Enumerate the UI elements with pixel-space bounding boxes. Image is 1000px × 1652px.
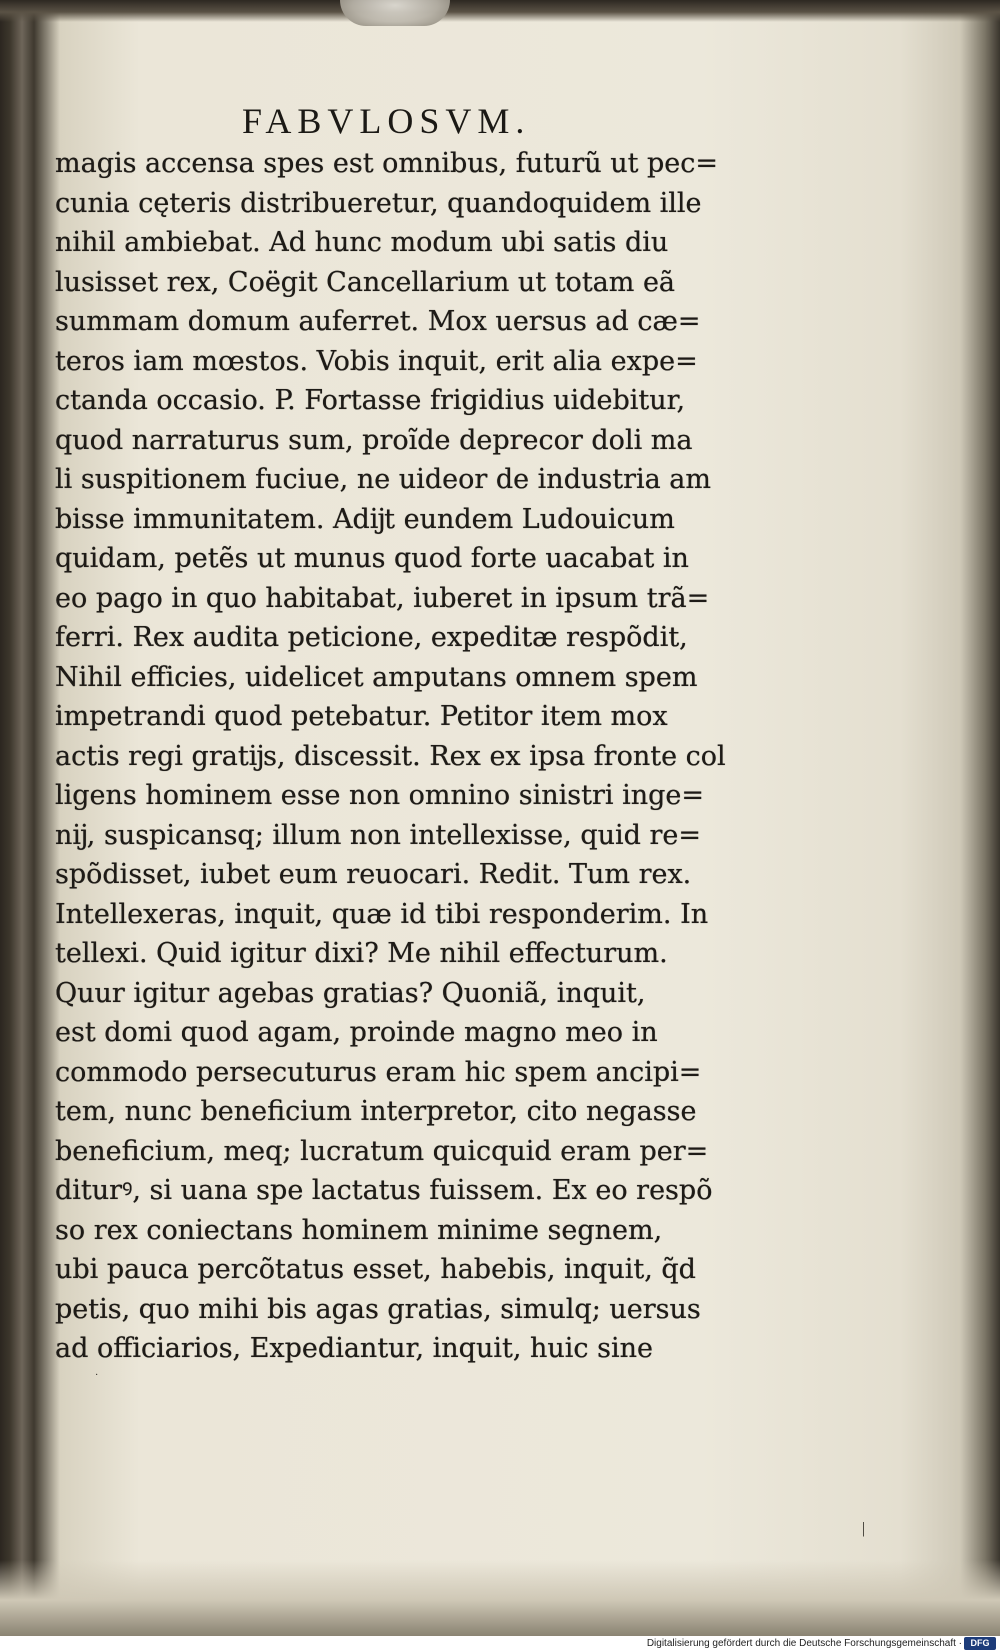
digitization-credit: Digitalisierung gefördert durch die Deutsche Forschungsgemeinschaft · [646,1638,962,1649]
text-line: Intellexeras, inquit, quæ id tibi responderim. In [55,898,709,930]
text-line: eo pago in quo habitabat, iuberet in ipsum trã= [55,582,710,614]
text-line: impetrandi quod petebatur. Petitor item mox [55,701,668,732]
running-head: FABVLOSVM. [242,101,531,141]
page-speck: · [95,1370,99,1381]
text-line: magis accensa spes est omnibus, futurũ ut pec= [55,148,719,179]
text-line: tellexi. Quid igitur dixi? Me nihil effecturum. [55,938,668,969]
text-line: so rex coniectans hominem minime segnem, [55,1214,663,1246]
text-line: tem, nunc beneficium interpretor, cito negasse [55,1096,697,1127]
text-line: spõdisset, iubet eum reuocari. Redit. Tum rex. [55,859,692,890]
text-line: beneficium, meq; lucratum quicquid eram per= [55,1135,709,1167]
text-line: diturꝰ, si uana spe lactatus fuissem. Ex eo respõ [55,1175,713,1206]
text-line: quidam, petẽs ut munus quod forte uacabat in [55,543,689,574]
book-clip [340,0,450,26]
text-line: quod narraturus sum, proĩde deprecor doli ma [55,424,693,456]
text-line: Quur igitur agebas gratias? Quoniã, inquit, [55,977,646,1009]
page-mark: | [862,1520,866,1537]
text-line: bisse immunitatem. Adĳt eundem Ludouicum [55,503,675,535]
text-line: est domi quod agam, proinde magno meo in [55,1017,658,1048]
dfg-logo: DFG [964,1637,996,1650]
text-line: commodo persecuturus eram hic spem ancipi= [55,1056,702,1088]
text-line: Nihil efficies, uidelicet amputans omnem spem [55,661,698,693]
page-bottom-edge [0,1560,1000,1636]
text-line: ubi pauca percõtatus esset, habebis, inquit, q̃d [55,1254,696,1285]
text-line: ctanda occasio. P. Fortasse frigidius uidebitur, [55,385,686,416]
text-line: ad officiarios, Expediantur, inquit, huic sine [55,1333,653,1364]
text-line: nĳ, suspicansq; illum non intellexisse, quid re= [55,819,701,851]
page-top-edge [0,0,1000,22]
text-line: teros iam mœstos. Vobis inquit, erit alia expe= [55,345,698,377]
text-line: ferri. Rex audita peticione, expeditæ respõdit, [55,622,688,653]
text-line: lusisset rex, Coëgit Cancellarium ut totam eã [55,266,676,298]
text-line: summam domum auferret. Mox uersus ad cæ= [55,306,701,337]
text-line: actis regi gratĳs, discessit. Rex ex ipsa fronte col [55,740,726,772]
text-line: ligens hominem esse non omnino sinistri inge= [55,780,705,811]
text-line: li suspitionem fuciue, ne uideor de industria am [55,464,711,495]
text-line: nihil ambiebat. Ad hunc modum ubi satis diu [55,227,669,258]
text-block [55,144,815,1369]
text-line: petis, quo mihi bis agas gratias, simulq; uersus [55,1293,701,1325]
text-line: cunia cęteris distribueretur, quandoquidem ille [55,187,702,219]
